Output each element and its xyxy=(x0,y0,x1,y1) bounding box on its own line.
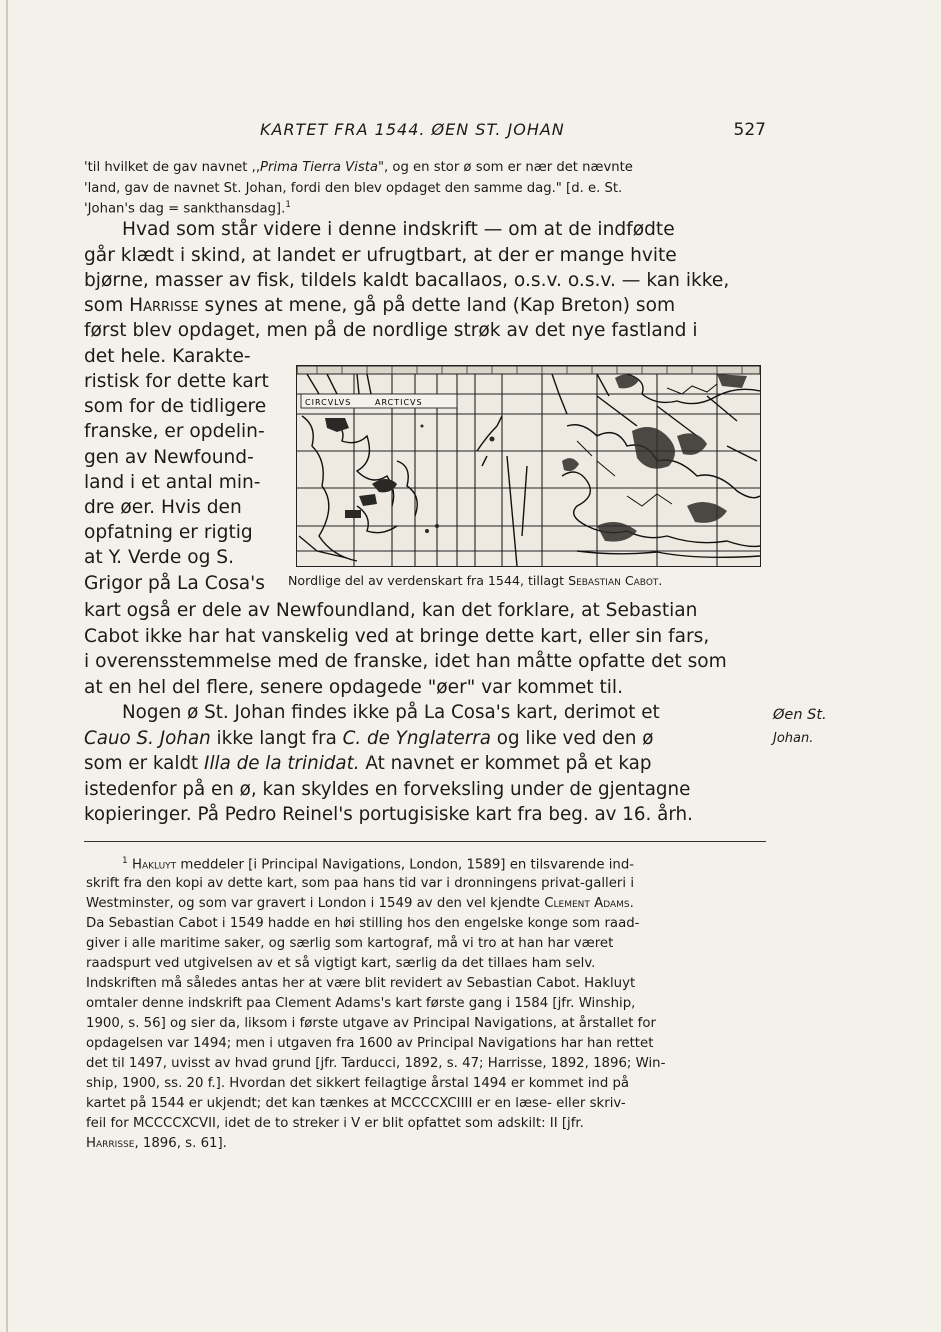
margin-note: Johan. xyxy=(773,731,814,746)
body-line: Hvad som står videre i denne indskrift — om at de indfødte xyxy=(122,219,675,240)
margin-note: Øen St. xyxy=(773,707,827,723)
footnote-line: Harrisse, 1896, s. 61]. xyxy=(86,1136,227,1151)
body-line: franske, er opdelin- xyxy=(84,421,265,442)
footnote-line: ship, 1900, ss. 20 f.]. Hvordan det sikkert feilagtige årstal 1494 er kommet ind på xyxy=(86,1076,630,1091)
footnote-line: feil for MCCCCXCVII, idet de to streker i V er blit opfattet som adskilt: II [jfr. xyxy=(86,1116,584,1131)
footnote-line: skrift fra den kopi av dette kart, som paa hans tid var i dronningens privat-galleri i xyxy=(86,876,635,891)
map-label: ARCTICVS xyxy=(375,398,423,407)
body-line: at Y. Verde og S. xyxy=(84,547,234,568)
footnote-line: giver i alle maritime saker, og særlig som kartograf, må vi tro at han har været xyxy=(86,936,614,951)
body-line: i overensstemmelse med de franske, idet han måtte opfatte det som xyxy=(84,651,727,672)
body-line: Nogen ø St. Johan findes ikke på La Cosa's kart, derimot et xyxy=(122,702,660,723)
body-line: som for de tidligere xyxy=(84,396,267,417)
footnote-line: det til 1497, uvisst av hvad grund [jfr. Tarducci, 1892, s. 47; Harrisse, 1892, 1896; Win- xyxy=(86,1056,666,1071)
body-line: kart også er dele av Newfoundland, kan det forklare, at Sebastian xyxy=(84,600,698,621)
map-figure xyxy=(296,365,761,567)
quote-line: 'Johan's dag = sankthansdag].$^1$ xyxy=(84,200,292,217)
body-line: bjørne, masser av fisk, tildels kaldt bacallaos, o.s.v. o.s.v. — kan ikke, xyxy=(84,270,730,291)
body-line: det hele. Karakte- xyxy=(84,346,251,367)
quote-line: 'til hvilket de gav navnet ,,Prima Tierra Vista", og en stor ø som er nær det nævnte xyxy=(84,160,633,175)
author-name: Harrisse xyxy=(129,295,199,316)
footnote-line: kartet på 1544 er ukjendt; det kan tænkes at MCCCCXCIIII er en læse- eller skriv- xyxy=(86,1096,626,1111)
footnote-line: omtaler denne indskrift paa Clement Adams's kart første gang i 1584 [jfr. Winship, xyxy=(86,996,636,1011)
body-line: først blev opdaget, men på de nordlige strøk av det nye fastland i xyxy=(84,320,698,341)
body-line: Cauo S. Johan ikke langt fra C. de Ynglaterra og like ved den ø xyxy=(84,728,654,749)
footnote-line: Indskriften må således antas her at være blit revidert av Sebastian Cabot. Hakluyt xyxy=(86,976,636,991)
body-line: går klædt i skind, at landet er ufrugtbart, at der er mange hvite xyxy=(84,245,677,266)
map-label: CIRCVLVS xyxy=(305,398,352,407)
footnote-line: raadspurt ved utgivelsen av et så vigtigt kart, særlig da det tillaes ham selv. xyxy=(86,956,596,971)
footnote-line: 1900, s. 56] og sier da, liksom i første utgave av Principal Navigations, at årstallet for xyxy=(86,1016,656,1031)
footnote-line: Westminster, og som var gravert i London i 1549 av den vel kjendte Clement Adams. xyxy=(86,896,634,911)
quote-line: 'land, gav de navnet St. Johan, fordi den blev opdaget den samme dag." [d. e. St. xyxy=(84,181,623,196)
footnote-line: Da Sebastian Cabot i 1549 hadde en høi stilling hos den engelske konge som raad- xyxy=(86,916,640,931)
body-line: Grigor på La Cosa's xyxy=(84,573,265,594)
body-line: opfatning er rigtig xyxy=(84,522,253,543)
body-line: dre øer. Hvis den xyxy=(84,497,242,518)
page-edge xyxy=(6,0,8,1332)
page-header xyxy=(84,118,766,142)
body-line: gen av Newfound- xyxy=(84,447,254,468)
body-line: som er kaldt Illa de la trinidat. At navnet er kommet på et kap xyxy=(84,753,652,774)
footnote-line: $^1$ Hakluyt meddeler [i Principal Navigations, London, 1589] en tilsvarende ind- xyxy=(122,856,635,873)
body-line: kopieringer. På Pedro Reinel's portugisiske kart fra beg. av 16. årh. xyxy=(84,804,693,825)
figure-caption: Nordlige del av verdenskart fra 1544, tillagt Sebastian Cabot. xyxy=(288,573,663,588)
body-line: som Harrisse synes at mene, gå på dette land (Kap Breton) som xyxy=(84,295,676,316)
body-line: Cabot ikke har hat vanskelig ved at bringe dette kart, eller sin fars, xyxy=(84,626,710,647)
body-line: at en hel del flere, senere opdagede "øer" var kommet til. xyxy=(84,677,624,698)
map-illustration xyxy=(297,366,760,566)
body-line: istedenfor på en ø, kan skyldes en forveksling under de gjentagne xyxy=(84,779,691,800)
running-title: KARTET FRA 1544. ØEN ST. JOHAN xyxy=(260,120,565,139)
body-line: land i et antal min- xyxy=(84,472,261,493)
page-number: 527 xyxy=(733,120,766,140)
footnote-rule xyxy=(84,841,766,842)
body-line: ristisk for dette kart xyxy=(84,371,269,392)
footnote-line: opdagelsen var 1494; men i utgaven fra 1600 av Principal Navigations har han rettet xyxy=(86,1036,654,1051)
